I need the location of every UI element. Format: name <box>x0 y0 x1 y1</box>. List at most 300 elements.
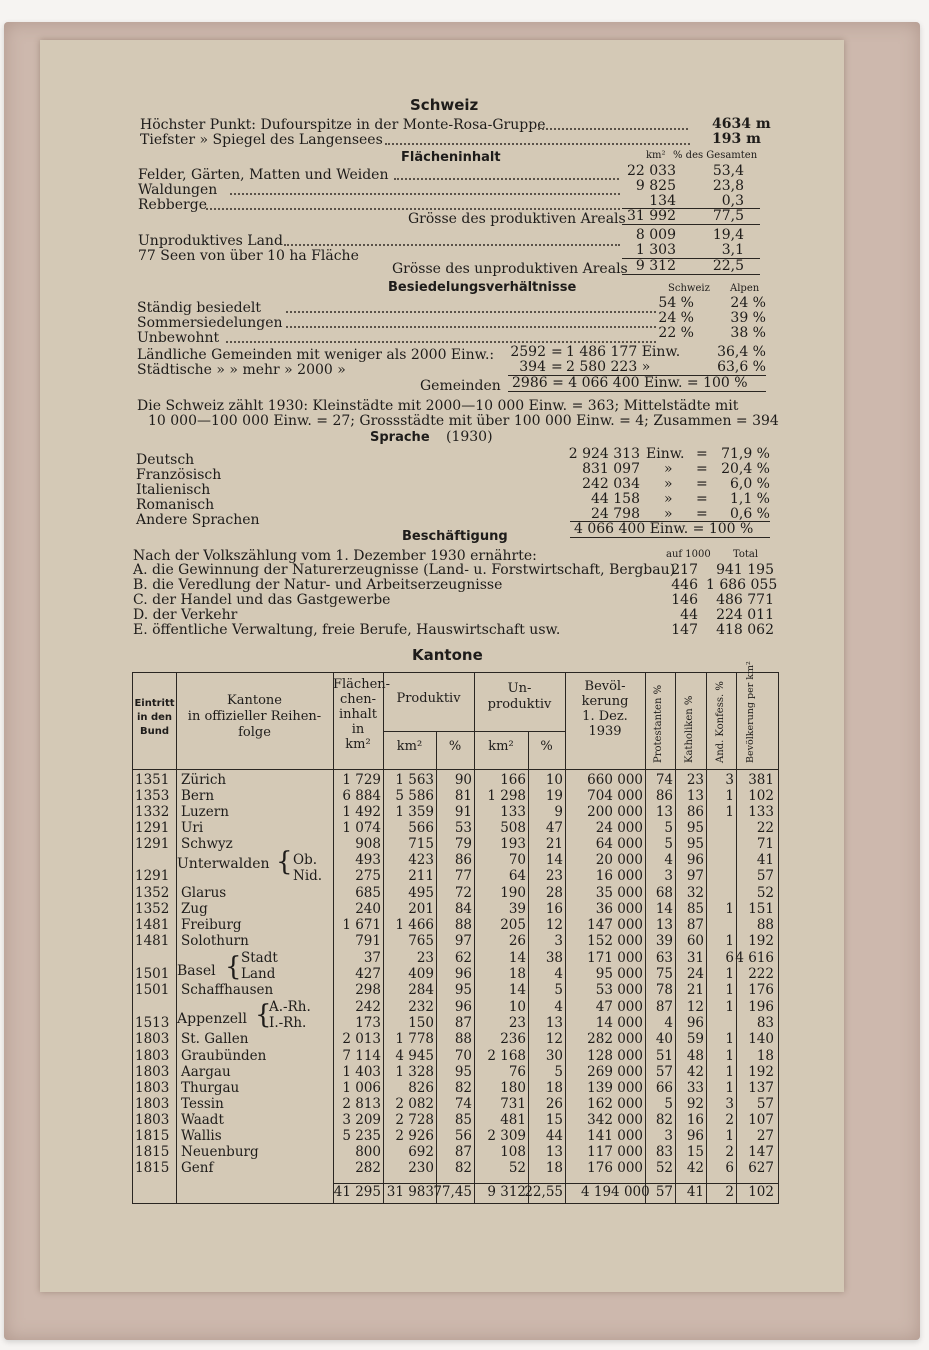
language-label: Italienisch <box>136 482 211 498</box>
dot-leader <box>385 143 690 145</box>
area-pct: 23,8 <box>712 178 744 194</box>
cell-kanton: Neuenburg <box>181 1144 259 1160</box>
section-heading-sprache: Sprache <box>370 430 430 445</box>
cell-value: 826 <box>408 1080 434 1096</box>
municipality-total: 2986 = 4 066 400 Einw. = 100 % <box>512 375 748 391</box>
employment-total: 224 011 <box>716 607 774 623</box>
cell-value: 150 <box>408 1015 434 1031</box>
dot-leader <box>230 193 620 195</box>
cell-eintritt: 1803 <box>135 1080 170 1096</box>
cell-value: 97 <box>686 868 704 884</box>
cell-eintritt: 1351 <box>135 772 170 788</box>
municipality-label: Städtische » » mehr » 2000 » <box>137 362 346 378</box>
group-appenzell: Appenzell <box>177 1011 247 1027</box>
cell-kanton: Uri <box>181 820 204 836</box>
cell-value: 38 <box>545 950 563 966</box>
cell-value: 1 778 <box>395 1031 434 1047</box>
employment-per-1000: 446 <box>671 577 698 593</box>
area-km: 8 009 <box>635 227 676 243</box>
header-line: Un- <box>507 681 532 696</box>
rule <box>570 537 770 538</box>
cities-paragraph: Die Schweiz zählt 1930: Kleinstädte mit 2000—10 000 Einw. = 363; Mittelstädte mit <box>137 398 739 414</box>
table-row <box>133 789 778 804</box>
dot-leader <box>226 341 656 343</box>
sprache-year: (1930) <box>446 429 493 445</box>
cell-value: 9 <box>554 804 563 820</box>
municipality-pct: 63,6 % <box>717 359 766 375</box>
cell-value: 41 <box>756 852 774 868</box>
cell-value: 1 671 <box>342 917 381 933</box>
cell-value: 23 <box>545 868 563 884</box>
cell-eintritt: 1803 <box>135 1112 170 1128</box>
cell-value: 715 <box>408 836 434 852</box>
cell-value: 1 328 <box>395 1064 434 1080</box>
settlement-label: Ständig besiedelt <box>137 300 261 316</box>
cell-value: 1 <box>725 788 734 804</box>
employment-label: A. die Gewinnung der Naturerzeugnisse (Land- u. Forstwirtschaft, Bergbau) <box>133 562 676 578</box>
cell-value: 2 728 <box>395 1112 434 1128</box>
cell-value: 97 <box>454 933 472 949</box>
cell-value: 96 <box>686 1015 704 1031</box>
cell-value: 88 <box>756 917 774 933</box>
cell-kanton: A.-Rh. <box>269 999 311 1015</box>
cell-value: 1 <box>725 1064 734 1080</box>
equals-sign: = <box>696 476 708 492</box>
cell-value: 72 <box>454 885 472 901</box>
municipality-inhabitants: 1 486 177 Einw. <box>566 344 681 360</box>
total-value: 31 983 <box>386 1184 434 1200</box>
cell-kanton: Wallis <box>181 1128 222 1144</box>
cell-value: 64 000 <box>595 836 643 852</box>
cell-value: 77 <box>454 868 472 884</box>
header-line: kerung <box>581 694 629 709</box>
cell-value: 35 000 <box>595 885 643 901</box>
productive-area-pct: 77,5 <box>712 208 744 224</box>
total-value: 22,55 <box>524 1184 563 1200</box>
cell-kanton: Schaffhausen <box>181 982 274 998</box>
cell-value: 88 <box>454 1031 472 1047</box>
cell-value: 7 114 <box>342 1048 381 1064</box>
cell-value: 14 <box>508 950 526 966</box>
settlement-schweiz: 24 % <box>658 310 694 326</box>
cell-value: 14 000 <box>595 1015 643 1031</box>
area-km: 22 033 <box>627 163 676 179</box>
dot-leader <box>538 128 688 130</box>
cell-value: 4 <box>554 966 563 982</box>
cell-value: 33 <box>686 1080 704 1096</box>
cell-value: 1 <box>725 901 734 917</box>
cell-value: 13 <box>545 1015 563 1031</box>
total-value: 2 <box>725 1184 734 1200</box>
cell-value: 12 <box>545 1031 563 1047</box>
language-unit: » <box>664 461 673 477</box>
header-line: chen- <box>339 692 377 707</box>
cell-value: 95 <box>454 1064 472 1080</box>
cell-eintritt: 1803 <box>135 1031 170 1047</box>
total-value: 4 194 000 <box>581 1184 650 1200</box>
dot-leader <box>286 311 656 313</box>
cell-value: 171 000 <box>587 950 643 966</box>
col-header-schweiz: Schweiz <box>668 283 710 294</box>
table-row <box>133 983 778 998</box>
cell-value: 1 <box>725 933 734 949</box>
cell-value: 39 <box>508 901 526 917</box>
table-row <box>133 1113 778 1128</box>
cell-value: 627 <box>748 1160 774 1176</box>
cell-value: 15 <box>545 1112 563 1128</box>
cell-value: 74 <box>454 1096 472 1112</box>
table-row <box>133 1129 778 1144</box>
cell-value: 47 <box>545 820 563 836</box>
table-row <box>133 918 778 933</box>
settlement-alpen: 24 % <box>730 295 766 311</box>
unproductive-area-pct: 22,5 <box>712 258 744 274</box>
cell-value: 30 <box>545 1048 563 1064</box>
table-row <box>133 1065 778 1080</box>
municipality-inhabitants: 2 580 223 » <box>566 359 651 375</box>
cell-value: 71 <box>756 836 774 852</box>
settlement-label: Unbewohnt <box>137 330 220 346</box>
cell-value: 82 <box>454 1080 472 1096</box>
cell-value: 765 <box>408 933 434 949</box>
header-protestanten: Protestanten % <box>653 684 664 763</box>
equals-sign: = <box>696 461 708 477</box>
lowest-point-label: Tiefster » Spiegel des Langensees <box>140 132 383 148</box>
cell-value: 87 <box>454 1144 472 1160</box>
cell-value: 282 000 <box>587 1031 643 1047</box>
total-value: 41 295 <box>333 1184 381 1200</box>
cell-value: 176 000 <box>587 1160 643 1176</box>
cell-value: 2 926 <box>395 1128 434 1144</box>
employment-label: E. öffentliche Verwaltung, freie Berufe, Hauswirtschaft usw. <box>133 622 561 638</box>
cell-value: 20 000 <box>595 852 643 868</box>
cell-value: 68 <box>655 885 673 901</box>
table-row <box>133 1049 778 1064</box>
cell-eintritt: 1803 <box>135 1048 170 1064</box>
area-label: Felder, Gärten, Matten und Weiden <box>138 167 389 183</box>
cell-kanton: Land <box>241 966 276 982</box>
cell-value: 92 <box>686 1096 704 1112</box>
cell-value: 6 <box>725 950 734 966</box>
employment-label: C. der Handel und das Gastgewerbe <box>133 592 391 608</box>
cell-value: 427 <box>355 966 381 982</box>
cell-value: 6 <box>725 1160 734 1176</box>
cell-value: 269 000 <box>587 1064 643 1080</box>
language-total: 4 066 400 Einw. = 100 % <box>574 521 754 537</box>
cell-value: 91 <box>454 804 472 820</box>
cell-value: 60 <box>686 933 704 949</box>
cell-value: 1 <box>725 1128 734 1144</box>
cell-value: 82 <box>655 1112 673 1128</box>
header-line: Kantone <box>227 693 282 708</box>
cell-value: 193 <box>500 836 526 852</box>
header-km: km² <box>488 739 514 754</box>
rule <box>622 274 760 275</box>
cell-value: 75 <box>655 966 673 982</box>
cell-value: 23 <box>416 950 434 966</box>
cell-value: 39 <box>655 933 673 949</box>
unproductive-area-label: Grösse des unproduktiven Areals <box>392 261 628 277</box>
col-header-total: Total <box>733 549 759 560</box>
cell-value: 76 <box>508 1064 526 1080</box>
cell-kanton: Aargau <box>181 1064 231 1080</box>
cell-kanton: Glarus <box>181 885 227 901</box>
cell-value: 1 <box>725 804 734 820</box>
cell-value: 1 <box>725 999 734 1015</box>
employment-label: D. der Verkehr <box>133 607 238 623</box>
cell-kanton: Graubünden <box>181 1048 267 1064</box>
employment-total: 486 771 <box>716 592 774 608</box>
cell-value: 85 <box>686 901 704 917</box>
table-row <box>133 1032 778 1047</box>
cell-value: 1 006 <box>342 1080 381 1096</box>
header-produktiv: Produktiv <box>396 691 461 706</box>
cell-value: 176 <box>748 982 774 998</box>
area-km: 134 <box>649 193 676 209</box>
col-header-pct: % des Gesamten <box>673 150 758 161</box>
cities-paragraph: 10 000—100 000 Einw. = 27; Grossstädte mit über 100 000 Einw. = 4; Zusammen = 394 <box>148 413 779 429</box>
cell-eintritt: 1815 <box>135 1128 170 1144</box>
language-pct: 20,4 % <box>721 461 770 477</box>
cell-value: 18 <box>545 1160 563 1176</box>
cell-eintritt: 1815 <box>135 1144 170 1160</box>
col-header-km: km² <box>646 150 666 161</box>
cell-value: 1 <box>725 1048 734 1064</box>
cell-value: 128 000 <box>587 1048 643 1064</box>
municipality-label: Ländliche Gemeinden mit weniger als 2000 Einw.: <box>137 347 495 363</box>
cell-value: 52 <box>655 1160 673 1176</box>
header-line: Bevöl- <box>584 679 626 694</box>
cell-value: 37 <box>363 950 381 966</box>
language-pct: 6,0 % <box>729 476 770 492</box>
cell-value: 70 <box>508 852 526 868</box>
cell-value: 79 <box>454 836 472 852</box>
cell-eintritt: 1513 <box>135 1015 170 1031</box>
cell-value: 56 <box>454 1128 472 1144</box>
cell-value: 2 309 <box>487 1128 526 1144</box>
cell-kanton: Solothurn <box>181 933 249 949</box>
cell-value: 791 <box>355 933 381 949</box>
cell-value: 87 <box>454 1015 472 1031</box>
rule <box>508 391 766 392</box>
cell-value: 24 <box>686 966 704 982</box>
cell-value: 70 <box>454 1048 472 1064</box>
cell-value: 74 <box>655 772 673 788</box>
total-value: 57 <box>655 1184 673 1200</box>
header-flaeche <box>333 677 391 752</box>
cell-value: 4 <box>664 852 673 868</box>
cell-value: 31 <box>686 950 704 966</box>
language-inhabitants: 24 798 <box>591 506 640 522</box>
cell-value: 2 <box>725 1112 734 1128</box>
employment-intro: Nach der Volkszählung vom 1. Dezember 1930 ernährte: <box>133 548 537 564</box>
cell-value: 32 <box>686 885 704 901</box>
productive-area-km: 31 992 <box>627 208 676 224</box>
cell-value: 107 <box>748 1112 774 1128</box>
municipality-count: 394 <box>519 359 546 375</box>
cell-value: 141 000 <box>587 1128 643 1144</box>
cell-value: 381 <box>748 772 774 788</box>
cell-kanton: Zug <box>181 901 208 917</box>
table-row <box>133 886 778 901</box>
highest-point-value: 4634 m <box>712 116 771 132</box>
cell-value: 85 <box>454 1112 472 1128</box>
municipality-count: 2592 <box>510 344 546 360</box>
table-row <box>133 1161 778 1176</box>
language-inhabitants: 44 158 <box>591 491 640 507</box>
cell-value: 13 <box>686 788 704 804</box>
header-katholiken: Katholiken % <box>684 695 695 763</box>
cell-value: 1 <box>725 1080 734 1096</box>
header-pct: % <box>448 739 462 754</box>
header-line: Flächen- <box>333 677 391 692</box>
header-line: in den <box>136 712 173 723</box>
section-heading-besiedelung: Besiedelungsverhältnisse <box>388 280 577 295</box>
cell-value: 12 <box>545 917 563 933</box>
total-value: 77,45 <box>433 1184 472 1200</box>
brace-icon: { <box>225 952 242 982</box>
cell-value: 1 298 <box>487 788 526 804</box>
equals-sign: = <box>696 506 708 522</box>
language-unit: » <box>664 506 673 522</box>
cell-value: 24 000 <box>595 820 643 836</box>
cell-value: 3 <box>664 1128 673 1144</box>
settlement-label: Sommersiedelungen <box>137 315 283 331</box>
cell-eintritt: 1352 <box>135 885 170 901</box>
cell-value: 342 000 <box>587 1112 643 1128</box>
cell-kanton: Genf <box>181 1160 214 1176</box>
cell-eintritt: 1291 <box>135 868 170 884</box>
municipality-pct: 36,4 % <box>717 344 766 360</box>
employment-total: 418 062 <box>716 622 774 638</box>
cell-value: 240 <box>355 901 381 917</box>
cell-value: 508 <box>500 820 526 836</box>
cell-value: 1 563 <box>395 772 434 788</box>
cell-value: 222 <box>748 966 774 982</box>
cell-value: 1 359 <box>395 804 434 820</box>
cell-value: 117 000 <box>587 1144 643 1160</box>
cell-value: 152 000 <box>587 933 643 949</box>
employment-per-1000: 146 <box>671 592 698 608</box>
cell-value: 139 000 <box>587 1080 643 1096</box>
cell-value: 566 <box>408 820 434 836</box>
cell-value: 2 082 <box>395 1096 434 1112</box>
cell-value: 133 <box>748 804 774 820</box>
cell-value: 230 <box>408 1160 434 1176</box>
cell-value: 57 <box>655 1064 673 1080</box>
group-unterwalden: Unterwalden <box>177 856 270 872</box>
header-line: produktiv <box>487 697 552 712</box>
language-unit: Einw. <box>646 446 685 462</box>
cell-value: 2 168 <box>487 1048 526 1064</box>
header-km: km² <box>396 739 423 754</box>
header-line: 1. Dez. <box>582 709 628 724</box>
cell-value: 180 <box>500 1080 526 1096</box>
cell-value: 42 <box>686 1160 704 1176</box>
cell-value: 44 <box>545 1128 563 1144</box>
cell-value: 64 <box>508 868 526 884</box>
col-header-per-1000: auf 1000 <box>666 549 711 560</box>
settlement-schweiz: 54 % <box>658 295 694 311</box>
cell-value: 242 <box>355 999 381 1015</box>
cell-value: 5 <box>664 820 673 836</box>
cell-value: 86 <box>686 804 704 820</box>
dot-leader <box>286 326 656 328</box>
unproductive-area-km: 9 312 <box>635 258 676 274</box>
employment-label: B. die Veredlung der Natur- und Arbeitserzeugnisse <box>133 577 503 593</box>
cell-eintritt: 1291 <box>135 836 170 852</box>
cell-value: 800 <box>355 1144 381 1160</box>
cell-value: 47 000 <box>595 999 643 1015</box>
cell-value: 151 <box>748 901 774 917</box>
cell-value: 18 <box>545 1080 563 1096</box>
language-unit: » <box>664 491 673 507</box>
cell-value: 26 <box>508 933 526 949</box>
cell-value: 1 <box>725 982 734 998</box>
cell-value: 423 <box>408 852 434 868</box>
cell-eintritt: 1481 <box>135 917 170 933</box>
equals-sign: = <box>551 344 563 360</box>
employment-total: 941 195 <box>716 562 774 578</box>
dot-leader <box>284 244 620 246</box>
cell-kanton: Luzern <box>181 804 229 820</box>
header-line: in <box>351 722 365 737</box>
cell-value: 5 <box>554 982 563 998</box>
header-line: Bund <box>139 726 170 737</box>
cell-value: 96 <box>686 852 704 868</box>
cell-value: 14 <box>508 982 526 998</box>
header-line: 1939 <box>588 724 622 739</box>
cell-value: 52 <box>508 1160 526 1176</box>
header-pct: % <box>540 739 553 754</box>
cell-value: 22 <box>756 820 774 836</box>
employment-total: 1 686 055 <box>706 577 778 593</box>
cell-value: 87 <box>655 999 673 1015</box>
cell-value: 3 209 <box>342 1112 381 1128</box>
cell-value: 108 <box>500 1144 526 1160</box>
cell-value: 40 <box>655 1031 673 1047</box>
cell-value: 201 <box>408 901 434 917</box>
cell-value: 166 <box>500 772 526 788</box>
cell-value: 4 <box>554 999 563 1015</box>
cell-value: 42 <box>686 1064 704 1080</box>
cell-eintritt: 1291 <box>135 820 170 836</box>
area-pct: 53,4 <box>712 163 744 179</box>
cell-value: 13 <box>545 1144 563 1160</box>
section-heading-flaeche: Flächeninhalt <box>401 150 501 165</box>
settlement-alpen: 39 % <box>730 310 766 326</box>
cell-value: 282 <box>355 1160 381 1176</box>
header-line: km² <box>345 737 371 752</box>
cell-kanton: Schwyz <box>181 836 233 852</box>
header-line: in offizieller Reihen- <box>187 709 322 724</box>
cell-value: 53 000 <box>595 982 643 998</box>
cell-kanton: Waadt <box>181 1112 224 1128</box>
cell-value: 5 235 <box>342 1128 381 1144</box>
area-km: 1 303 <box>635 242 676 258</box>
cell-eintritt: 1803 <box>135 1064 170 1080</box>
cell-value: 10 <box>545 772 563 788</box>
area-pct: 0,3 <box>721 193 744 209</box>
area-label: Unproduktives Land <box>138 233 283 249</box>
area-km: 9 825 <box>635 178 676 194</box>
highest-point-label: Höchster Punkt: Dufourspitze in der Monte-Rosa-Gruppe <box>140 117 546 133</box>
cell-value: 704 000 <box>587 788 643 804</box>
area-pct: 19,4 <box>712 227 744 243</box>
cell-value: 192 <box>748 1064 774 1080</box>
cell-value: 95 000 <box>595 966 643 982</box>
cell-value: 147 <box>748 1144 774 1160</box>
